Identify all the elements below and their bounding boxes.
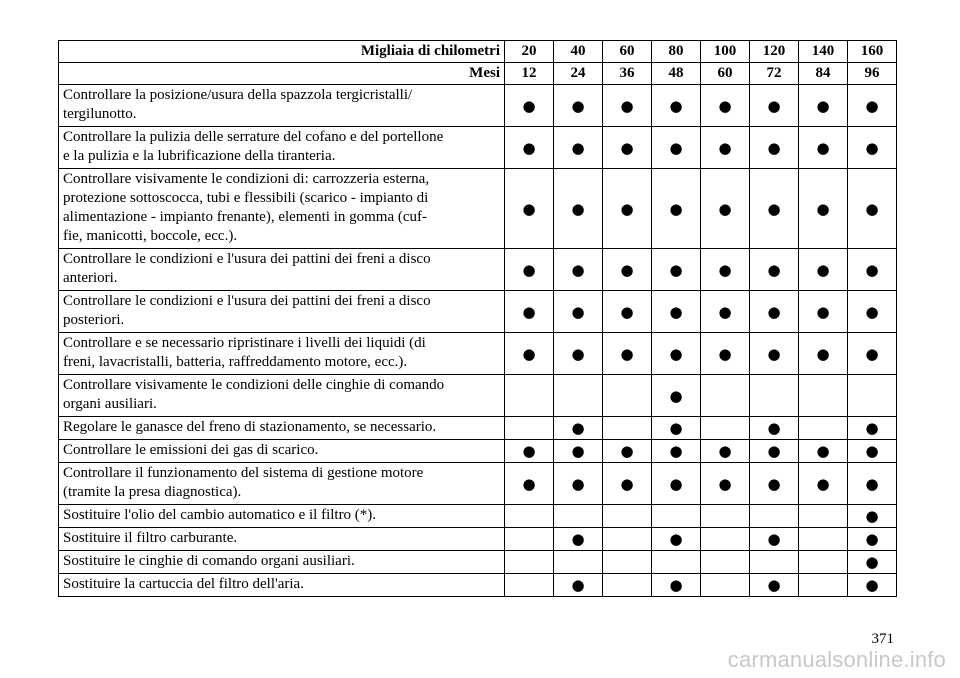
scheduled-mark: ●	[848, 528, 897, 551]
empty-cell	[799, 505, 848, 528]
empty-cell	[799, 551, 848, 574]
scheduled-mark: ●	[750, 249, 799, 291]
scheduled-mark: ●	[848, 333, 897, 375]
scheduled-mark: ●	[848, 551, 897, 574]
maintenance-table	[58, 40, 897, 597]
scheduled-mark: ●	[652, 574, 701, 597]
scheduled-mark: ●	[554, 169, 603, 249]
scheduled-mark: ●	[554, 417, 603, 440]
table-body	[59, 85, 897, 597]
scheduled-mark: ●	[554, 528, 603, 551]
table-row	[59, 169, 897, 249]
scheduled-mark: ●	[750, 291, 799, 333]
task-description: Controllare la pulizia delle serrature del cofano e del portellone e la pulizia e la lubrificazione della tiranteria.	[59, 127, 505, 169]
task-description: Sostituire la cartuccia del filtro dell'aria.	[59, 574, 505, 597]
scheduled-mark: ●	[652, 169, 701, 249]
scheduled-mark: ●	[799, 127, 848, 169]
scheduled-mark: ●	[603, 291, 652, 333]
table-row	[59, 463, 897, 505]
scheduled-mark: ●	[505, 249, 554, 291]
scheduled-mark: ●	[701, 85, 750, 127]
scheduled-mark: ●	[554, 463, 603, 505]
task-description: Controllare la posizione/usura della spazzola tergicristalli/ tergilunotto.	[59, 85, 505, 127]
scheduled-mark: ●	[603, 249, 652, 291]
scheduled-mark: ●	[554, 440, 603, 463]
table-row	[59, 375, 897, 417]
empty-cell	[603, 528, 652, 551]
task-description: Controllare il funzionamento del sistema di gestione motore (tramite la presa diagnostica).	[59, 463, 505, 505]
scheduled-mark: ●	[701, 463, 750, 505]
scheduled-mark: ●	[652, 333, 701, 375]
task-description: Sostituire il filtro carburante.	[59, 528, 505, 551]
scheduled-mark: ●	[799, 169, 848, 249]
scheduled-mark: ●	[603, 333, 652, 375]
task-description: Sostituire l'olio del cambio automatico e il filtro (*).	[59, 505, 505, 528]
scheduled-mark: ●	[505, 333, 554, 375]
empty-cell	[750, 375, 799, 417]
scheduled-mark: ●	[701, 249, 750, 291]
scheduled-mark: ●	[848, 440, 897, 463]
scheduled-mark: ●	[848, 85, 897, 127]
scheduled-mark: ●	[603, 85, 652, 127]
scheduled-mark: ●	[554, 333, 603, 375]
scheduled-mark: ●	[701, 440, 750, 463]
empty-cell	[701, 417, 750, 440]
table-row	[59, 249, 897, 291]
scheduled-mark: ●	[750, 85, 799, 127]
months-header-value: 84	[799, 63, 848, 85]
table-row	[59, 551, 897, 574]
page-number: 371	[871, 631, 894, 647]
km-header-value: 120	[750, 41, 799, 63]
empty-cell	[701, 574, 750, 597]
empty-cell	[505, 574, 554, 597]
task-description: Controllare le emissioni dei gas di scarico.	[59, 440, 505, 463]
maintenance-schedule	[58, 40, 896, 597]
scheduled-mark: ●	[799, 291, 848, 333]
scheduled-mark: ●	[750, 440, 799, 463]
empty-cell	[799, 528, 848, 551]
table-row	[59, 417, 897, 440]
scheduled-mark: ●	[848, 505, 897, 528]
table-row	[59, 505, 897, 528]
empty-cell	[701, 375, 750, 417]
months-header-label: Mesi	[59, 63, 505, 85]
months-header-row	[59, 63, 897, 85]
scheduled-mark: ●	[554, 574, 603, 597]
scheduled-mark: ●	[652, 417, 701, 440]
task-description: Controllare visivamente le condizioni delle cinghie di comando organi ausiliari.	[59, 375, 505, 417]
scheduled-mark: ●	[750, 333, 799, 375]
empty-cell	[701, 528, 750, 551]
scheduled-mark: ●	[505, 463, 554, 505]
empty-cell	[505, 528, 554, 551]
months-header-value: 72	[750, 63, 799, 85]
scheduled-mark: ●	[848, 291, 897, 333]
task-description: Regolare le ganasce del freno di stazionamento, se necessario.	[59, 417, 505, 440]
scheduled-mark: ●	[799, 249, 848, 291]
empty-cell	[505, 505, 554, 528]
scheduled-mark: ●	[799, 440, 848, 463]
scheduled-mark: ●	[505, 440, 554, 463]
km-header-value: 100	[701, 41, 750, 63]
km-header-value: 140	[799, 41, 848, 63]
watermark: carmanualsonline.info	[727, 647, 946, 672]
scheduled-mark: ●	[750, 417, 799, 440]
empty-cell	[603, 505, 652, 528]
scheduled-mark: ●	[848, 417, 897, 440]
empty-cell	[505, 417, 554, 440]
scheduled-mark: ●	[554, 127, 603, 169]
months-header-value: 12	[505, 63, 554, 85]
km-header-value: 60	[603, 41, 652, 63]
km-header-value: 80	[652, 41, 701, 63]
scheduled-mark: ●	[701, 291, 750, 333]
empty-cell	[750, 505, 799, 528]
task-description: Controllare le condizioni e l'usura dei pattini dei freni a disco posteriori.	[59, 291, 505, 333]
scheduled-mark: ●	[750, 169, 799, 249]
task-description: Controllare e se necessario ripristinare i livelli dei liquidi (di freni, lavacristalli, batteria, raffreddamento motore, ecc.).	[59, 333, 505, 375]
task-description: Controllare visivamente le condizioni di: carrozzeria esterna, protezione sottoscocca, tubi e flessibili (scarico - impianto di alimentazione - impianto frenante), elementi in gomma (cuf- fie, manicotti, boccole, ecc.).	[59, 169, 505, 249]
empty-cell	[603, 551, 652, 574]
empty-cell	[505, 375, 554, 417]
empty-cell	[799, 375, 848, 417]
empty-cell	[652, 505, 701, 528]
months-header-value: 24	[554, 63, 603, 85]
months-header-value: 96	[848, 63, 897, 85]
empty-cell	[554, 505, 603, 528]
scheduled-mark: ●	[701, 169, 750, 249]
scheduled-mark: ●	[652, 463, 701, 505]
km-header-row	[59, 41, 897, 63]
table-row	[59, 333, 897, 375]
scheduled-mark: ●	[750, 127, 799, 169]
table-row	[59, 85, 897, 127]
scheduled-mark: ●	[603, 169, 652, 249]
scheduled-mark: ●	[603, 440, 652, 463]
scheduled-mark: ●	[652, 127, 701, 169]
task-description: Controllare le condizioni e l'usura dei pattini dei freni a disco anteriori.	[59, 249, 505, 291]
scheduled-mark: ●	[848, 574, 897, 597]
months-header-value: 60	[701, 63, 750, 85]
table-row	[59, 440, 897, 463]
empty-cell	[652, 551, 701, 574]
scheduled-mark: ●	[652, 440, 701, 463]
empty-cell	[554, 375, 603, 417]
km-header-value: 40	[554, 41, 603, 63]
km-header-value: 160	[848, 41, 897, 63]
empty-cell	[603, 375, 652, 417]
km-header-label: Migliaia di chilometri	[59, 41, 505, 63]
task-description: Sostituire le cinghie di comando organi ausiliari.	[59, 551, 505, 574]
scheduled-mark: ●	[750, 528, 799, 551]
scheduled-mark: ●	[652, 291, 701, 333]
scheduled-mark: ●	[505, 85, 554, 127]
scheduled-mark: ●	[505, 291, 554, 333]
empty-cell	[603, 417, 652, 440]
scheduled-mark: ●	[799, 333, 848, 375]
scheduled-mark: ●	[505, 169, 554, 249]
months-header-value: 36	[603, 63, 652, 85]
months-header-value: 48	[652, 63, 701, 85]
empty-cell	[505, 551, 554, 574]
empty-cell	[603, 574, 652, 597]
table-row	[59, 127, 897, 169]
table-row	[59, 574, 897, 597]
scheduled-mark: ●	[603, 127, 652, 169]
scheduled-mark: ●	[652, 85, 701, 127]
scheduled-mark: ●	[603, 463, 652, 505]
scheduled-mark: ●	[554, 85, 603, 127]
empty-cell	[701, 551, 750, 574]
table-row	[59, 528, 897, 551]
scheduled-mark: ●	[848, 127, 897, 169]
scheduled-mark: ●	[799, 463, 848, 505]
empty-cell	[848, 375, 897, 417]
table-row	[59, 291, 897, 333]
empty-cell	[750, 551, 799, 574]
scheduled-mark: ●	[652, 528, 701, 551]
scheduled-mark: ●	[554, 291, 603, 333]
empty-cell	[799, 574, 848, 597]
scheduled-mark: ●	[505, 127, 554, 169]
scheduled-mark: ●	[799, 85, 848, 127]
scheduled-mark: ●	[750, 463, 799, 505]
scheduled-mark: ●	[701, 333, 750, 375]
scheduled-mark: ●	[652, 249, 701, 291]
scheduled-mark: ●	[848, 169, 897, 249]
empty-cell	[701, 505, 750, 528]
empty-cell	[799, 417, 848, 440]
empty-cell	[554, 551, 603, 574]
scheduled-mark: ●	[848, 249, 897, 291]
scheduled-mark: ●	[652, 375, 701, 417]
scheduled-mark: ●	[701, 127, 750, 169]
scheduled-mark: ●	[750, 574, 799, 597]
scheduled-mark: ●	[848, 463, 897, 505]
km-header-value: 20	[505, 41, 554, 63]
scheduled-mark: ●	[554, 249, 603, 291]
